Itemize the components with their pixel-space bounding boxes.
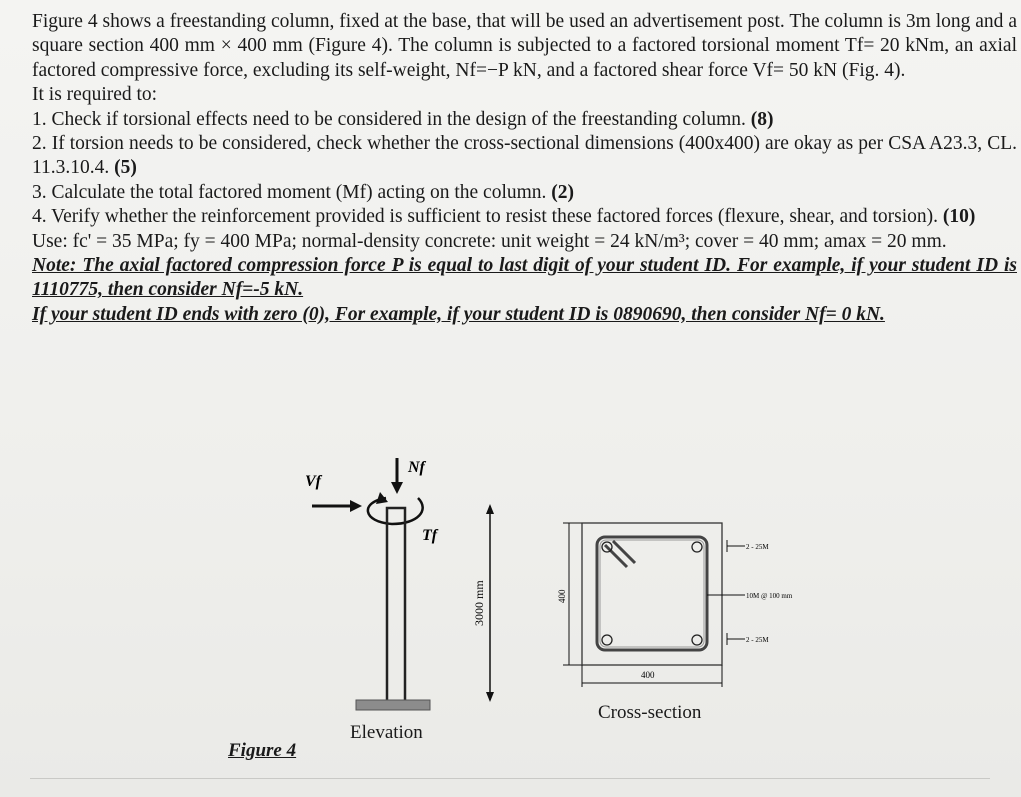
note-line-1: Note: The axial factored compression force P is equal to last digit of your student ID. For example, if your student ID is 1110775, then consider Nf=-5 kN. (32, 255, 1017, 301)
bottom-bars-label: 2 - 25M (746, 636, 769, 644)
problem-text (32, 10, 1017, 327)
section-width-dim: 400 (641, 670, 655, 680)
task-4-text: 4. Verify whether the reinforcement provided is sufficient to resist these factored forces (flexure, shear, and torsion). (32, 206, 939, 228)
note-line-2: If your student ID ends with zero (0), For example, if your student ID is 0890690, then consider Nf= 0 kN. (32, 303, 885, 325)
stirrup-hook-1 (605, 545, 627, 567)
vf-arrowhead (350, 500, 362, 512)
task-3 (32, 181, 1017, 205)
task-1-marks: (8) (750, 108, 774, 130)
nf-label: Nf (408, 459, 425, 476)
divider (30, 778, 990, 779)
task-2-marks: (5) (114, 157, 137, 179)
figure-caption: Figure 4 (228, 740, 297, 761)
fixed-base (356, 700, 430, 710)
nf-arrowhead (391, 482, 403, 494)
tf-label: Tf (422, 527, 438, 544)
problem-intro: Figure 4 shows a freestanding column, fixed at the base, that will be used an advertisement post. The column is 3m long and a square section 400 mm × 400 mm (Figure 4). The column is subjected to a factored torsional moment Tf= 20 kNm, an axial factored compressive force, excluding its self-weight, Nf=−P kN, and a factored shear force Vf= 50 kN (Fig. 4). (32, 11, 1017, 81)
task-2 (32, 132, 1017, 181)
torsion-arc (368, 498, 423, 524)
task-4-marks: (10) (942, 206, 976, 228)
stirrup-hook-2 (613, 541, 635, 563)
task-4 (32, 205, 1017, 229)
task-3-marks: (2) (551, 181, 575, 203)
height-dimension: 3000 mm (472, 580, 486, 626)
required-line: It is required to: (32, 84, 158, 106)
vf-label: Vf (305, 473, 321, 490)
section-height-dim: 400 (557, 589, 567, 603)
column-shaft (387, 508, 405, 702)
use-parameters: Use: fc' = 35 MPa; fy = 400 MPa; normal-density concrete: unit weight = 24 kN/m³; cover = 40 mm; amax = 20 mm. (32, 230, 947, 252)
dim-arrow-top (486, 504, 494, 514)
stirrup-label: 10M @ 100 mm (746, 592, 793, 600)
bar-bottom-right (692, 635, 702, 645)
top-bars-label: 2 - 25M (746, 543, 769, 551)
torsion-arrowhead (376, 492, 388, 504)
bar-bottom-left (602, 635, 612, 645)
task-1-text: 1. Check if torsional effects need to be considered in the design of the freestanding column. (32, 108, 746, 130)
task-2-text: 2. If torsion needs to be considered, check whether the cross-sectional dimensions (400x400) are okay as per CSA A23.3, CL. 11.3.10.4. (32, 133, 1017, 179)
cross-section-drawing (555, 515, 825, 695)
task-1 (32, 108, 1017, 132)
bar-top-right (692, 542, 702, 552)
elevation-drawing (290, 450, 530, 720)
dim-arrow-bottom (486, 692, 494, 702)
task-3-text: 3. Calculate the total factored moment (Mf) acting on the column. (32, 181, 547, 203)
cross-section-label: Cross-section (598, 702, 702, 723)
elevation-label: Elevation (350, 722, 423, 743)
